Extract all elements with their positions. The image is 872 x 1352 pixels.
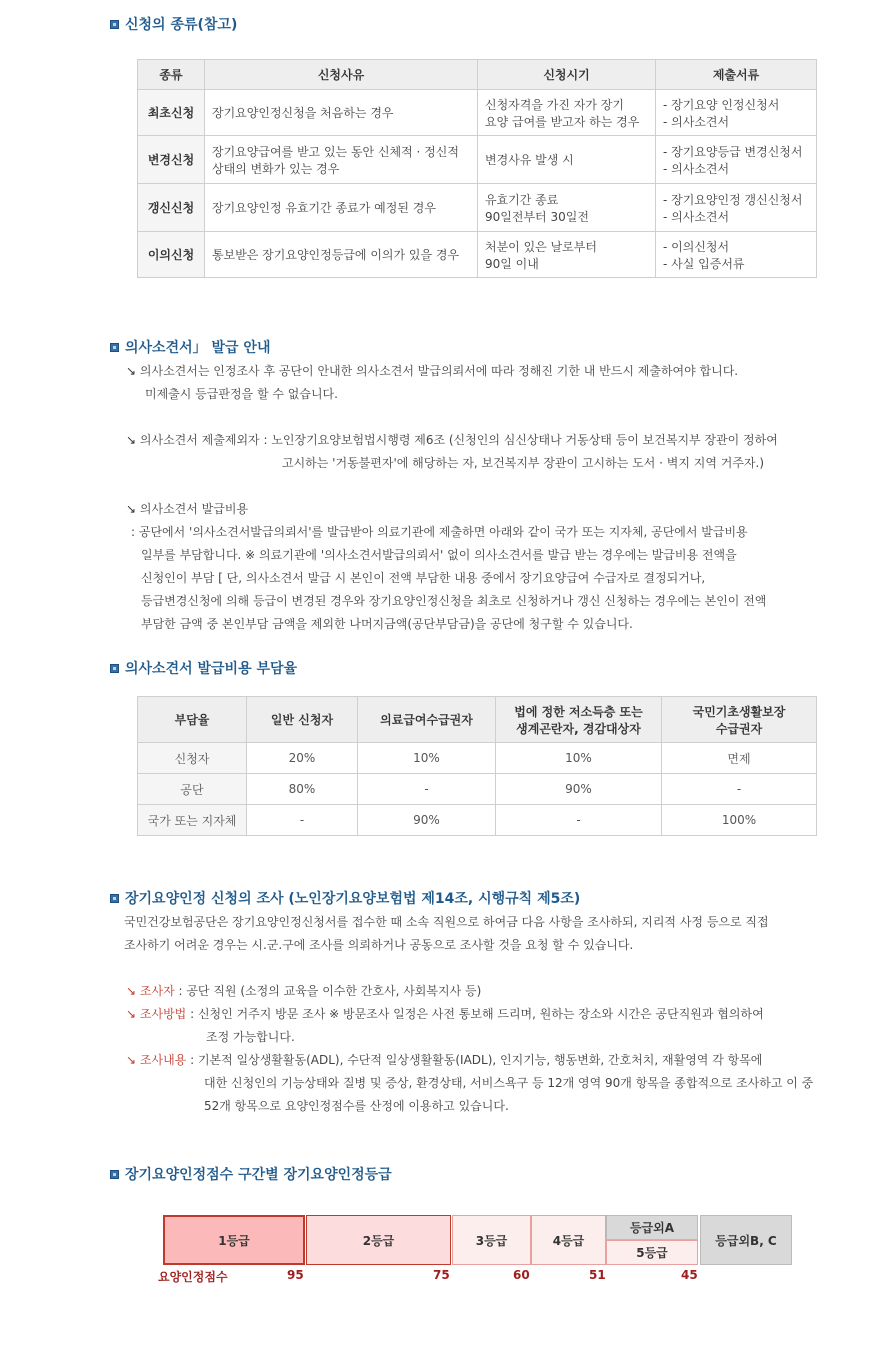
paragraph-line: : 공단에서 '의사소견서발급의뢰서'를 발급받아 의료기관에 제출하면 아래와 같이 국가 또는 지자체, 공단에서 발급비용 xyxy=(131,525,748,539)
score-75: 75 xyxy=(433,1268,450,1282)
paragraph-line: 조사하기 어려운 경우는 시.군.구에 조사를 의뢰하거나 공동으로 조사할 것을 요청 할 수 있습니다. xyxy=(124,938,634,952)
grade-outside-a-box: 등급외A xyxy=(606,1215,698,1240)
grade-1-box: 1등급 xyxy=(163,1215,305,1265)
table-header: 종류 xyxy=(138,60,205,90)
paragraph-line: 등급변경신청에 의해 등급이 변경된 경우와 장기요양인정신청을 최초로 신청하거나 갱신 신청하는 경우에는 본인이 전액 xyxy=(141,594,767,608)
table-row: 최초신청 장기요양인정신청을 처음하는 경우 신청자격을 가진 자가 장기 요양 급여를 받고자 하는 경우 - 장기요양 인정신청서 - 의사소견서 xyxy=(138,90,817,136)
table-row: 변경신청 장기요양급여를 받고 있는 동안 신체적 · 정신적 상태의 변화가 있는 경우 변경사유 발생 시 - 장기요양등급 변경신청서 - 의사소견서 xyxy=(138,136,817,184)
grade-4-box: 4등급 xyxy=(531,1215,606,1265)
paragraph-line: 부담한 금액 중 본인부담 금액을 제외한 나머지금액(공단부담금)을 공단에 청구할 수 있습니다. xyxy=(141,617,633,631)
section-title-grade-ranges: 장기요양인정점수 구간별 장기요양인정등급 xyxy=(110,1164,392,1184)
arrow-icon: ↘ xyxy=(126,984,137,998)
table-header: 신청시기 xyxy=(478,60,656,90)
score-60: 60 xyxy=(513,1268,530,1282)
arrow-icon: ↘ xyxy=(126,364,137,378)
paragraph-line: 대한 신청인의 기능상태와 질병 및 증상, 환경상태, 서비스욕구 등 12개 영역 90개 항목을 종합적으로 조사하고 이 중 xyxy=(204,1076,814,1090)
paragraph-line: 미제출시 등급판정을 할 수 없습니다. xyxy=(145,387,338,401)
section-title-application-types: 신청의 종류(참고) xyxy=(110,14,237,34)
table-row: 신청자 20% 10% 10% 면제 xyxy=(138,743,817,774)
arrow-icon: ↘ xyxy=(126,1007,137,1021)
section-title-doctor-opinion: 의사소견서」 발급 안내 xyxy=(110,337,270,357)
square-bullet-icon xyxy=(110,664,119,673)
table-row: 국가 또는 지자체 - 90% - 100% xyxy=(138,805,817,836)
score-label: 요양인정점수 xyxy=(158,1270,228,1284)
arrow-icon: ↘ xyxy=(126,433,137,447)
paragraph-line: 신청인이 부담 [ 단, 의사소견서 발급 시 본인이 전액 부담한 내용 중에서 장기요양급여 수급자로 결정되거나, xyxy=(141,571,706,585)
paragraph-line: ↘ 의사소견서 발급비용 xyxy=(126,502,249,516)
table-header: 제출서류 xyxy=(656,60,817,90)
content-line: ↘ 조사내용 : 기본적 일상생활활동(ADL), 수단적 일상생활활동(IADL), 인지기능, 행동변화, 간호처치, 재활영역 각 항목에 xyxy=(126,1053,763,1067)
arrow-icon: ↘ xyxy=(126,502,137,516)
investigator-line: ↘ 조사자 : 공단 직원 (소정의 교육을 이수한 간호사, 사회복지사 등) xyxy=(126,984,482,998)
method-line: ↘ 조사방법 : 신청인 거주지 방문 조사 ※ 방문조사 일정은 사전 통보해 드리며, 원하는 장소와 시간은 공단직원과 협의하여 xyxy=(126,1007,764,1021)
table-header: 신청사유 xyxy=(205,60,478,90)
paragraph-line: 국민건강보험공단은 장기요양인정신청서를 접수한 때 소속 직원으로 하여금 다음 사항을 조사하되, 지리적 사정 등으로 직접 xyxy=(124,915,769,929)
score-45: 45 xyxy=(681,1268,698,1282)
arrow-icon: ↘ xyxy=(126,1053,137,1067)
paragraph-line: 일부를 부담합니다. ※ 의료기관에 '의사소견서발급의뢰서' 없이 의사소견서를 발급 받는 경우에는 발급비용 전액을 xyxy=(141,548,737,562)
square-bullet-icon xyxy=(110,20,119,29)
table-header: 일반 신청자 xyxy=(247,697,358,743)
score-95: 95 xyxy=(287,1268,304,1282)
paragraph-line: ↘ 의사소견서는 인정조사 후 공단이 안내한 의사소견서 발급의뢰서에 따라 정해진 기한 내 반드시 제출하여야 합니다. xyxy=(126,364,739,378)
application-types-table xyxy=(137,59,817,278)
grade-outside-bc-box: 등급외B, C xyxy=(700,1215,792,1265)
grade-3-box: 3등급 xyxy=(452,1215,531,1265)
table-header: 국민기초생활보장 수급권자 xyxy=(662,697,817,743)
table-header: 의료급여수급권자 xyxy=(358,697,496,743)
paragraph-line: 고시하는 '거동불편자'에 해당하는 자, 보건복지부 장관이 고시하는 도서 · 벽지 지역 거주자.) xyxy=(282,456,764,470)
square-bullet-icon xyxy=(110,894,119,903)
square-bullet-icon xyxy=(110,343,119,352)
grade-2-box: 2등급 xyxy=(306,1215,451,1265)
table-row: 공단 80% - 90% - xyxy=(138,774,817,805)
section-title-cost-ratio: 의사소견서 발급비용 부담율 xyxy=(110,658,297,678)
score-51: 51 xyxy=(589,1268,606,1282)
table-header: 부담율 xyxy=(138,697,247,743)
paragraph-line: 52개 항목으로 요양인정점수를 산정에 이용하고 있습니다. xyxy=(204,1099,509,1113)
grade-5-box: 5등급 xyxy=(606,1240,698,1265)
section-title-investigation: 장기요양인정 신청의 조사 (노인장기요양보험법 제14조, 시행규칙 제5조) xyxy=(110,888,580,908)
cost-ratio-table xyxy=(137,696,817,836)
table-row: 갱신신청 장기요양인정 유효기간 종료가 예정된 경우 유효기간 종료 90일전부터 30일전 - 장기요양인정 갱신신청서 - 의사소견서 xyxy=(138,184,817,232)
table-header: 법에 정한 저소득층 또는 생계곤란자, 경감대상자 xyxy=(496,697,662,743)
table-row: 이의신청 통보받은 장기요양인정등급에 이의가 있을 경우 처분이 있은 날로부터 90일 이내 - 이의신청서 - 사실 입증서류 xyxy=(138,232,817,278)
paragraph-line: ↘ 의사소견서 제출제외자 : 노인장기요양보험법시행령 제6조 (신청인의 심신상태나 거동상태 등이 보건복지부 장관이 정하여 xyxy=(126,433,778,447)
paragraph-line: 조정 가능합니다. xyxy=(206,1030,295,1044)
square-bullet-icon xyxy=(110,1170,119,1179)
